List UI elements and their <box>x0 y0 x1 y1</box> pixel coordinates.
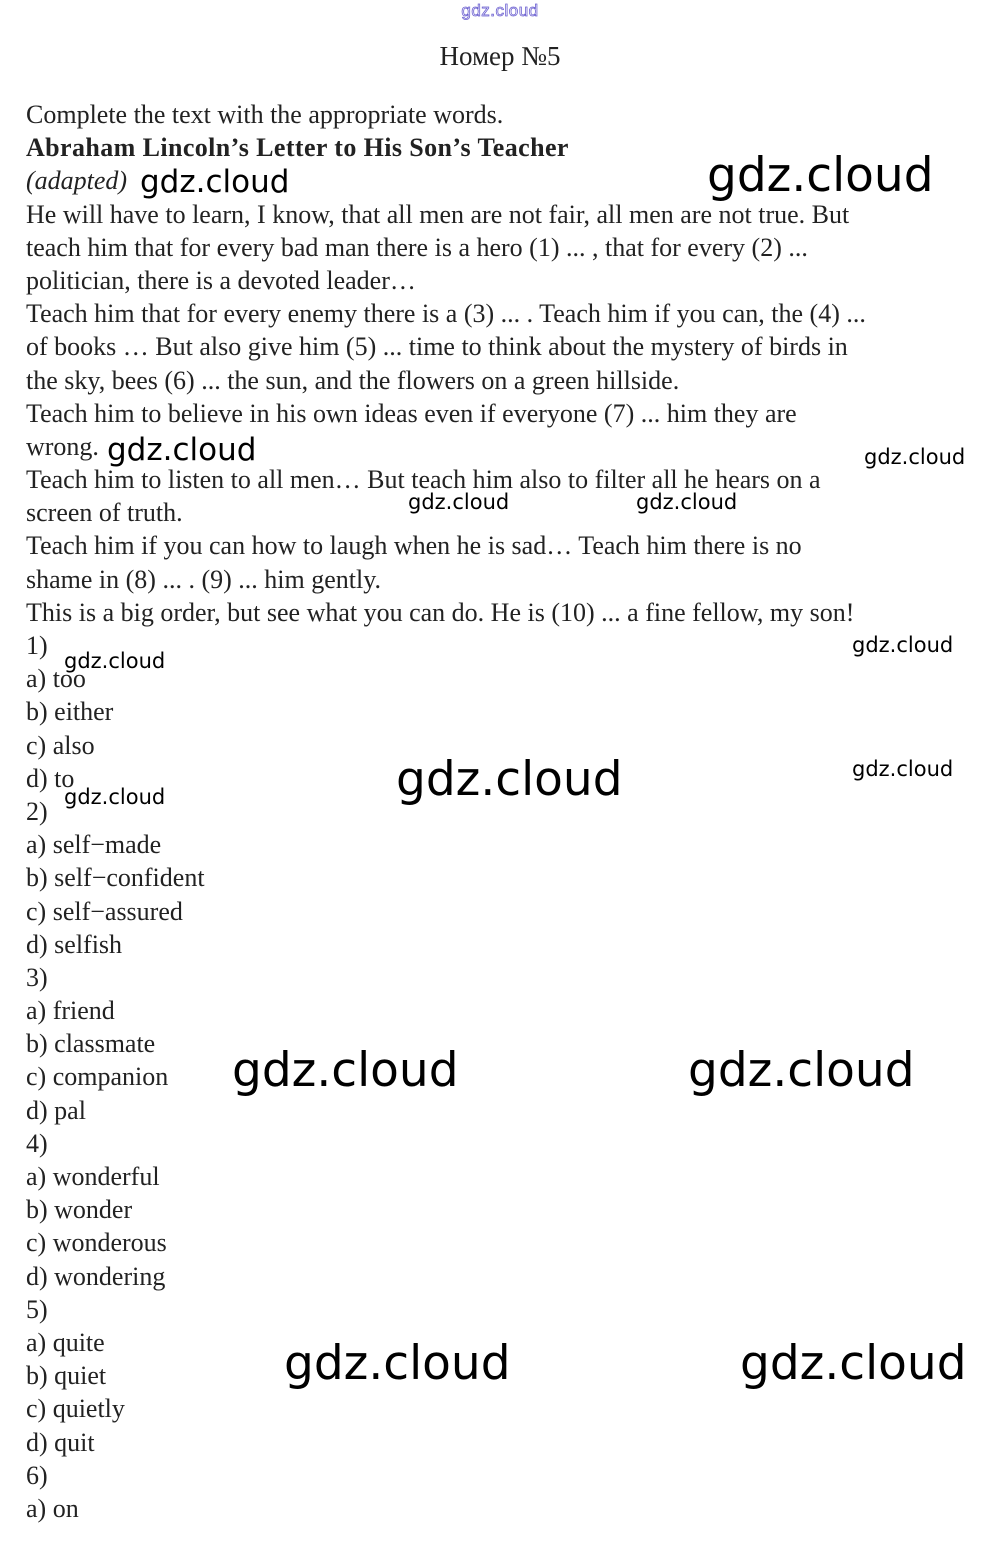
answer-option: d) to <box>26 763 75 793</box>
answer-option: b) either <box>26 697 114 727</box>
watermark: gdz.cloud <box>64 649 166 673</box>
passage-line: of books … But also give him (5) ... time to think about the mystery of birds in <box>26 332 848 362</box>
question-number: 3) <box>26 962 48 992</box>
page-title: Номер №5 <box>439 41 561 71</box>
passage-line: Teach him if you can how to laugh when he is sad… Teach him there is no <box>26 531 802 561</box>
answer-option: a) on <box>26 1493 79 1523</box>
passage-line: Teach him to believe in his own ideas even if everyone (7) ... him they are <box>26 398 797 428</box>
watermark: gdz.cloud <box>636 490 738 514</box>
answer-option: c) quietly <box>26 1394 125 1424</box>
answer-option: d) quit <box>26 1427 95 1457</box>
watermark: gdz.cloud <box>707 148 934 203</box>
passage-line: Teach him that for every enemy there is a (3) ... . Teach him if you can, the (4) ... <box>26 299 866 329</box>
question-number: 6) <box>26 1460 48 1490</box>
watermark: gdz.cloud <box>284 1336 511 1391</box>
passage-line: He will have to learn, I know, that all men are not fair, all men are not true. But <box>26 199 850 229</box>
answer-option: d) wondering <box>26 1261 166 1291</box>
answer-option: b) quiet <box>26 1361 107 1391</box>
answer-option: c) companion <box>26 1062 169 1092</box>
answer-option: a) quite <box>26 1327 105 1357</box>
watermark: gdz.cloud <box>852 757 954 781</box>
answer-option: a) wonderful <box>26 1162 160 1191</box>
answer-option: a) friend <box>26 996 115 1026</box>
watermark: gdz.cloud <box>688 1043 915 1098</box>
answer-option: c) also <box>26 730 95 760</box>
letter-subtitle: (adapted) <box>26 166 128 196</box>
passage-line: shame in (8) ... . (9) ... him gently. <box>26 564 382 594</box>
answer-option: d) pal <box>26 1095 86 1125</box>
passage-line: Teach him to listen to all men… But teach him also to filter all he hears on a <box>26 465 821 495</box>
answer-option: c) self−assured <box>26 896 183 926</box>
site-tag: gdz.cloud <box>461 1 539 20</box>
instruction-text: Complete the text with the appropriate words. <box>26 100 504 129</box>
watermark: gdz.cloud <box>408 490 510 514</box>
passage-line: screen of truth. <box>26 498 183 528</box>
watermark: gdz.cloud <box>852 633 954 657</box>
answer-option: d) selfish <box>26 929 123 959</box>
passage-line: politician, there is a devoted leader… <box>26 265 416 295</box>
watermark: gdz.cloud <box>396 752 623 807</box>
watermark: gdz.cloud <box>64 785 166 809</box>
watermark: gdz.cloud <box>864 445 966 469</box>
question-number: 4) <box>26 1128 48 1158</box>
question-number: 5) <box>26 1294 48 1324</box>
question-number: 2) <box>26 796 48 826</box>
answer-option: a) self−made <box>26 830 162 860</box>
question-number: 1) <box>26 631 48 660</box>
answer-option: a) too <box>26 664 86 694</box>
answer-option: c) wonderous <box>26 1228 167 1258</box>
passage-line: teach him that for every bad man there is a hero (1) ... , that for every (2) ... <box>26 232 808 262</box>
watermark: gdz.cloud <box>107 432 257 468</box>
passage-line: This is a big order, but see what you can do. He is (10) ... a fine fellow, my son! <box>26 597 855 627</box>
letter-title: Abraham Lincoln’s Letter to His Son’s Teacher <box>26 133 569 163</box>
watermark: gdz.cloud <box>740 1336 967 1391</box>
answer-option: b) wonder <box>26 1195 133 1225</box>
answer-option: b) classmate <box>26 1029 156 1059</box>
exercise-body <box>26 98 994 1525</box>
answer-option: b) self−confident <box>26 863 205 893</box>
watermark: gdz.cloud <box>232 1043 459 1098</box>
passage-line: the sky, bees (6) ... the sun, and the flowers on a green hillside. <box>26 365 680 395</box>
passage-line: wrong. <box>26 431 99 461</box>
watermark: gdz.cloud <box>140 164 290 200</box>
